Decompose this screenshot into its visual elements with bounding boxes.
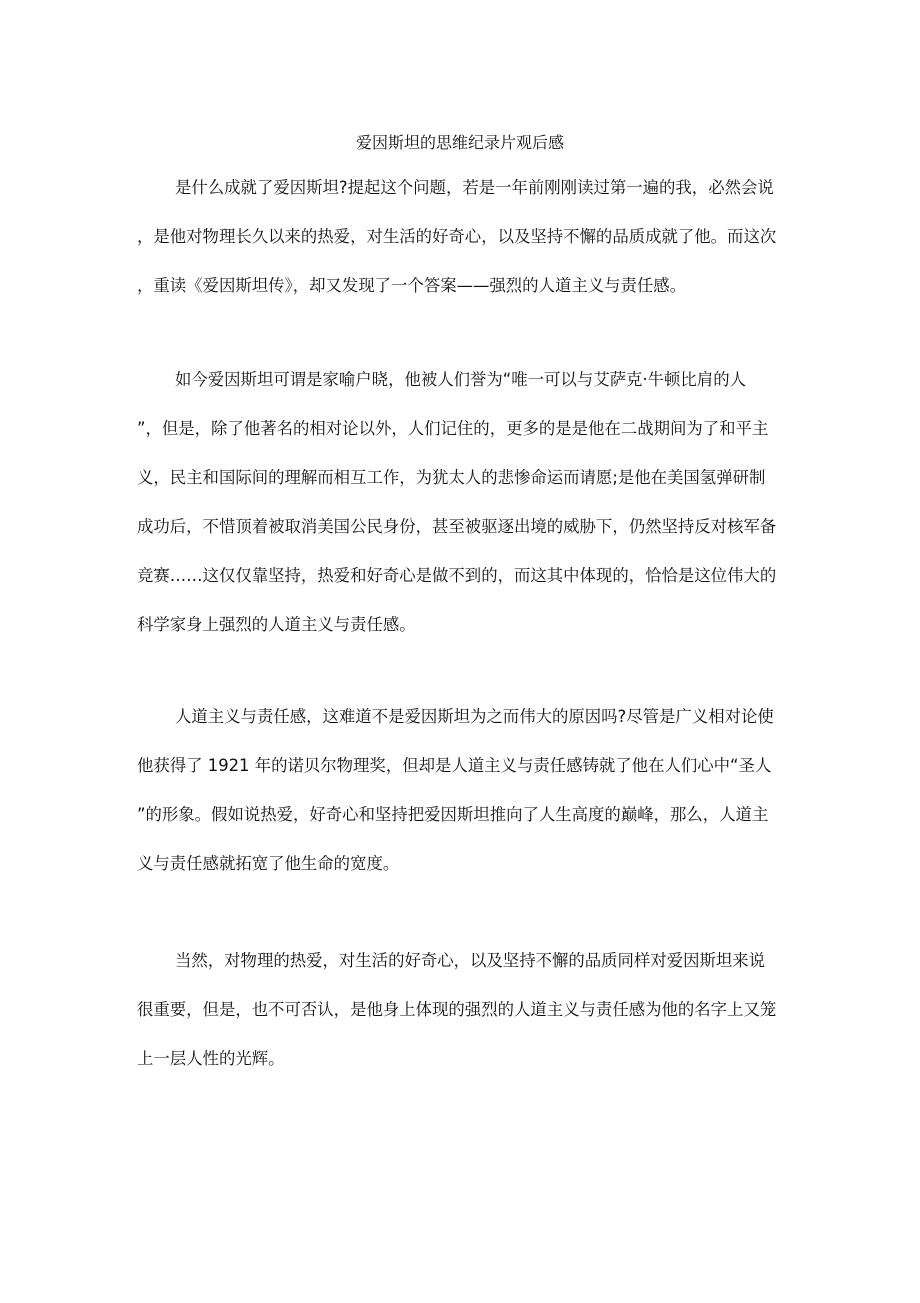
paragraph-line: 如今爱因斯坦可谓是家喻户晓，他被人们誉为“唯一可以与艾萨克·牛顿比肩的人: [175, 370, 746, 389]
paragraph-3: [137, 692, 797, 888]
paragraph-line: 义与责任感就拓宽了他生命的宽度。: [137, 854, 400, 873]
paragraph-line: 竞赛……这仅仅靠坚持，热爱和好奇心是做不到的，而这其中体现的，恰恰是这位伟大的: [137, 566, 777, 585]
paragraph-line: ”的形象。假如说热爱，好奇心和坚持把爱因斯坦推向了人生高度的巅峰，那么，人道主: [137, 805, 769, 824]
paragraph-line: 义，民主和国际间的理解而相互工作，为犹太人的悲惨命运而请愿;是他在美国氢弹研制: [137, 468, 766, 487]
paragraph-line: 是什么成就了爱因斯坦?提起这个问题，若是一年前刚刚读过第一遍的我，必然会说: [175, 178, 774, 197]
paragraph-line: 当然，对物理的热爱，对生活的好奇心，以及坚持不懈的品质同样对爱因斯坦来说: [175, 951, 766, 970]
paragraph-2: [137, 355, 797, 649]
paragraph-line: ，重读《爱因斯坦传》，却又发现了一个答案——强烈的人道主义与责任感。: [137, 276, 687, 295]
paragraph-line: ”，但是，除了他著名的相对论以外，人们记住的，更多的是是他在二战期间为了和平主: [137, 419, 769, 438]
paragraph-line: 人道主义与责任感，这难道不是爱因斯坦为之而伟大的原因吗?尽管是广义相对论使: [175, 707, 774, 726]
paragraph-4: [137, 936, 797, 1083]
paragraph-line: 上一层人性的光辉。: [137, 1049, 285, 1068]
document-title: 爱因斯坦的思维纪录片观后感: [355, 133, 564, 152]
paragraph-line: 科学家身上强烈的人道主义与责任感。: [137, 615, 416, 634]
paragraph-line: 成功后，不惜顶着被取消美国公民身份，甚至被驱逐出境的威胁下，仍然坚持反对核军备: [137, 517, 777, 536]
paragraph-1: [137, 163, 797, 310]
paragraph-line: 他获得了 1921 年的诺贝尔物理奖，但却是人道主义与责任感铸就了他在人们心中“圣人: [137, 756, 772, 775]
paragraph-line: 很重要，但是，也不可否认，是他身上体现的强烈的人道主义与责任感为他的名字上又笼: [137, 1000, 777, 1019]
paragraph-line: ，是他对物理长久以来的热爱，对生活的好奇心，以及坚持不懈的品质成就了他。而这次: [137, 227, 777, 246]
